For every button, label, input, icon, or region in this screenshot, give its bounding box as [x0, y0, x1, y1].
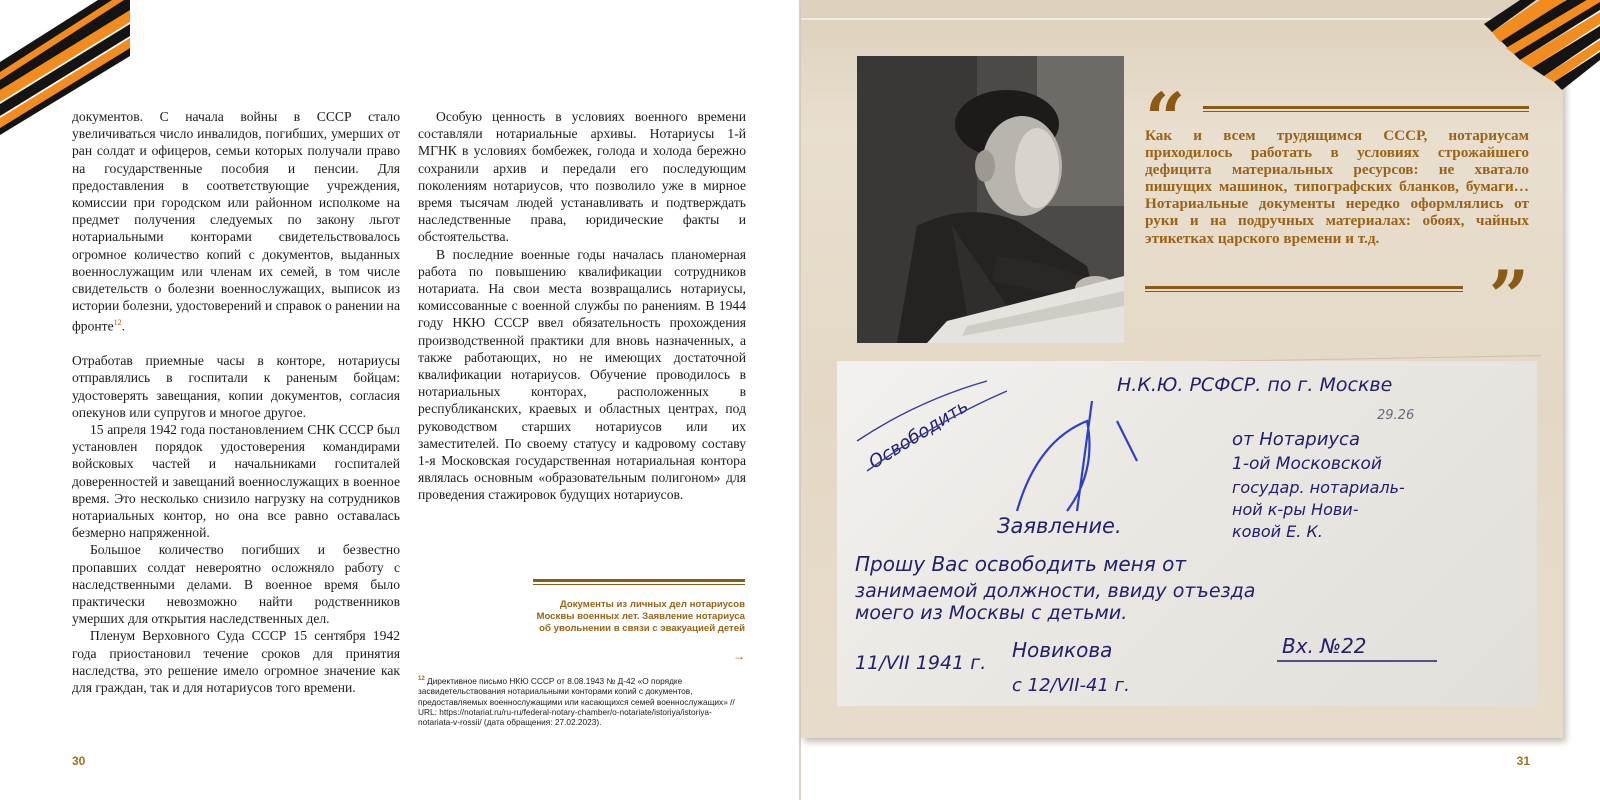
doc-signature: Новикова [1012, 638, 1113, 662]
handwritten-document-scan [837, 361, 1537, 706]
doc-corner-note: Освободить [865, 395, 973, 474]
aged-paper-background [801, 0, 1563, 738]
doc-from-line: от Нотариуса [1232, 429, 1360, 450]
text-column-1 [72, 108, 400, 696]
doc-from-line: 1-ой Московской [1232, 454, 1382, 474]
page-number: 31 [1516, 754, 1530, 768]
st-george-ribbon-icon [1470, 0, 1600, 96]
text-column-2 [418, 108, 746, 504]
archival-photo-notary [857, 56, 1124, 343]
doc-stamp-number: 29.26 [1377, 408, 1415, 423]
open-quote-icon: “ [1145, 77, 1186, 160]
quote-divider [1203, 111, 1529, 112]
right-page [801, 0, 1600, 800]
doc-reg-number: Вх. №22 [1282, 634, 1367, 658]
doc-body-line: занимаемой должности, ввиду отъезда [855, 580, 1256, 602]
doc-title: Заявление. [997, 514, 1122, 538]
caption-divider [533, 584, 745, 585]
doc-blue-resolution-scribble [1017, 401, 1137, 511]
footnote [418, 674, 746, 728]
paragraph: 15 апреля 1942 года постановлением СНК СССР был установлен порядок удостоверения командирами войсковых частей и начальниками госпиталей доверенностей и завещаний военнослужащих в военное время. Это несколько снизило нагрузку на сотрудников нотариальных контор, но она все равно оставалась безмерно напряженной. [72, 421, 400, 541]
doc-body-line: Прошу Вас освободить меня от [855, 552, 1186, 576]
paragraph: Отработав приемные часы в конторе, нотариусы отправлялись в госпитали к раненым бойцам: удостоверять завещания, копии документов, согласия опекунов или супругов и многое другое. [72, 353, 400, 420]
quote-divider [1203, 106, 1529, 109]
footnote-ref[interactable]: 12 [113, 318, 122, 328]
paper-fold [801, 18, 1563, 20]
image-caption [533, 579, 745, 663]
doc-from-line: ной к-ры Нови- [1232, 500, 1359, 519]
paragraph: В последние военные годы началась планомерная работа по повышению квалификации сотрудников нотариата. На свои места возвращались нотариусы, комиссованные с военной службы по ранениям. В 1944 году НКЮ СССР ввел обязательность прохождения производственной практики для вновь назначенных, а также работающих, но не имеющих достаточной квалификации нотариусов. Обучение проводилось в нотариальных конторах, расположенных в республиканских, краевых и областных центрах, под руководством старших нотариусов или их заместителей. По своему статусу и кадровому составу 1-я Московская государственная нотариальная контора являлась основным «образовательным полигоном» для проведения стажировок будущих нотариусов. [418, 246, 746, 503]
quote-divider [1145, 291, 1463, 292]
arrow-right-icon: → [733, 649, 745, 663]
page-number: 30 [72, 754, 86, 768]
notary-photo-illustration [857, 56, 1124, 343]
paragraph-text: документов. С начала войны в СССР стало увеличиваться число инвалидов, погибших, умерших от ран солдат и офицеров, семьи которых получали право на государственные пособия и пенсии. Для предоставления в соответствующие учреждения, комиссии при городском или районном исполкоме на предмет получения следуемых по закону льгот нотариальными конторами свидетельствовалось огромное количество копий с документов, выданных военнослужащим или членам их семей, в том числе свидетельств о болезни военнослужащих, выписок из истории болезни, удостоверений и справок о ранении на фронте [72, 109, 400, 334]
handwritten-resignation-document [837, 361, 1537, 706]
caption-divider [533, 579, 745, 582]
caption-text: Документы из личных дел нотариусов Москвы военных лет. Заявление нотариуса об увольнении в связи с эвакуацией детей [536, 599, 745, 634]
left-page [0, 0, 799, 800]
doc-from-line: ковой Е. К. [1232, 522, 1323, 541]
doc-from-line: государ. нотариаль- [1232, 478, 1405, 497]
close-quote-icon: ” [1488, 255, 1529, 338]
doc-body-line: моего из Москвы с детьми. [855, 602, 1128, 624]
doc-from-date: с 12/VII-41 г. [1012, 675, 1130, 696]
paragraph: Пленум Верховного Суда СССР 15 сентября 1942 года приостановил течение сроков для принятия наследства, это решение имело огромное значение как для граждан, так и для нотариусов того времени. [72, 628, 400, 696]
paragraph: документов. С начала войны в СССР стало увеличиваться число инвалидов, погибших, умерших от ран солдат и офицеров, семьи которых получали право на государственные пособия и пенсии. Для предоставления в соответствующие учреждения, комиссии при городском или районном исполкоме на предмет получения следуемых по закону льгот нотариальными конторами свидетельствовалось огромное количество копий с документов, выданных военнослужащим или членам их семей, в том числе свидетельств о болезни военнослужащих, выписок из истории болезни, удостоверений и справок о ранении на фронте$^{12}$. [72, 109, 400, 334]
doc-date: 11/VII 1941 г. [855, 652, 987, 674]
quote-text: Как и всем трудящимся СССР, нотариусам приходилось работать в условиях строжайшего дефицита материальных ресурсов: не хватало пишущих машинок, типографских бланков, бумаги… Нотариальные документы нередко оформлялись от руки и на подручных материалах: обоях, чайных этикетках царского времени и т.д. [1145, 127, 1529, 247]
paragraph: Большое количество погибших и безвестно пропавших солдат невероятно осложняло работу с наследственными делами. В военное время было практически невозможно найти родственников умерших для открытия наследственных дел. [72, 542, 400, 627]
doc-header: Н.К.Ю. РСФСР. по г. Москве [1117, 374, 1393, 396]
footnote-text: Директивное письмо НКЮ СССР от 8.08.1943 № Д-42 «О порядке засвидетельствования нотариальными конторами копий с документов, предоставляемых военнослужащими или касающихся семей военнослужащих» // URL: https://notariat.ru/ru-ru/federal-notary-chamber/o-notariate/istoriya/istoriya-notariata-v-rossii/ (дата обращения: 27.02.2023). [418, 675, 735, 728]
quote-divider [1145, 286, 1463, 289]
paragraph: Особую ценность в условиях военного времени составляли нотариальные архивы. Нотариусы 1-й МГНК в условиях бомбежек, голода и холода бережно сохранили архив и передали его последующим поколениям нотариусов, что позволило уже в мирное время тысячам людей устанавливать и подтверждать наследственные права, юридические факты и обстоятельства. [418, 109, 746, 245]
footnote-number: 12 [418, 676, 425, 682]
